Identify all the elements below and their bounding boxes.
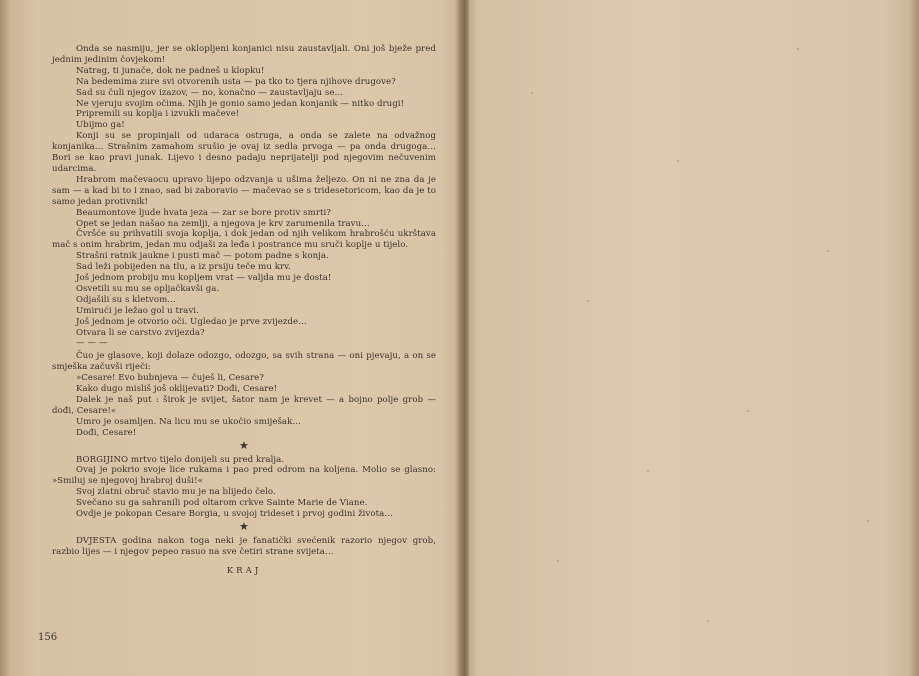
- paragraph: Dođi, Cesare!: [76, 427, 137, 438]
- paragraph: Sad su čuli njegov izazov, — no, konačno — zaustavljaju se…: [76, 87, 344, 98]
- paragraph: Otvara li se carstvo zvijezda?: [76, 327, 205, 338]
- paragraph: Pripremili su koplja i izvukli mačeve!: [76, 109, 240, 120]
- star-ornament: ★: [239, 438, 249, 452]
- star-ornament: ★: [239, 519, 249, 533]
- paragraph: Odjašili su s kletvom…: [76, 294, 176, 305]
- paragraph: Čvršće su prihvatili svoja koplja, i dok jedan od njih velikom hrabrošću ukrštava mač s onim hrabrim, jedan mu odjaši za leđa i postrance mu sruči koplje u tijelo.: [52, 229, 436, 251]
- paragraph: Sad leži pobijeden na tlu, a iz prsiju teče mu krv.: [76, 262, 291, 273]
- right-page-blank: [467, 0, 919, 676]
- paragraph: Čuo je glasove, koji dolaze odozgo, odozgo, sa svih strana — oni pjevaju, a on se smješka začuvši riječi:: [52, 351, 436, 373]
- section-separator: — — —: [76, 338, 108, 349]
- paragraph: Ovaj je pokrio svoje lice rukama i pao pred odrom na koljena. Molio se glasno: »Smiluj se njegovoj hrabroj duši!«: [52, 465, 436, 487]
- paragraph: Ovdje je pokopan Cesare Borgia, u svojoj trideset i prvoj godini života…: [76, 509, 393, 520]
- paragraph: Ne vjeruju svojim očima. Njih je gonio samo jedan konjanik — nitko drugi!: [76, 98, 405, 109]
- paragraph: Svoj zlatni obruč stavio mu je na blijedo čelo.: [76, 487, 276, 498]
- paragraph: Umirući je ležao gol u travi.: [76, 305, 199, 316]
- paragraph: Beaumontove ljude hvata jeza — zar se bore protiv smrti?: [76, 207, 331, 218]
- paragraph: Svečano su ga sahranili pod oltarom crkve Sainte Marie de Viane.: [76, 498, 368, 509]
- paragraph: Na bedemima zure svi otvorenih usta — pa tko to tjera njihove drugove?: [76, 76, 396, 87]
- paragraph: Osvetili su mu se opljačkavši ga.: [76, 283, 220, 294]
- paragraph: BORGIJINO mrtvo tijelo donijeli su pred kralja.: [76, 454, 285, 465]
- paragraph: DVJESTA godina nakon toga neki je fanatički svećenik razorio njegov grob, razbio lijes — i njegov pepeo rasuo na sve četiri strane svijeta…: [52, 535, 436, 557]
- paragraph: Hrabrom mačevaocu upravo lijepo odzvanja u ušima željezo. On ni ne zna da je sam — a kad bi to i znao, sad bi zaboravio — mačevao se s tridesetoricom, kao da je to samo jedan protivnik!: [52, 174, 436, 207]
- paragraph: Strašni ratnik jaukne i pusti mač — potom padne s konja.: [76, 251, 329, 262]
- paragraph: Još jednom probiju mu kopljem vrat — valjda mu je dosta!: [76, 273, 332, 284]
- paragraph: Dalek je naš put : širok je svijet, šator nam je krevet — a bojno polje grob — dođi, Cesare!«: [52, 395, 436, 416]
- paragraph: Natrag, ti junače, dok ne padneš u klopku!: [76, 65, 265, 76]
- page-text: [52, 44, 436, 577]
- paragraph: Konji su se propinjali od udaraca ostruga, a onda se zalete na odvažnog konjanika… Strašnim zamahom srušio je ovaj iz sedla prvoga — pa onda drugoga… Bori se kao pravi junak. Lijevo i desno padaju neprijatelji pod njegovim nečuvenim udarcima.: [52, 131, 436, 174]
- end-label: KRAJ: [226, 565, 262, 576]
- page-edge-shadow: [0, 0, 10, 676]
- paragraph: Ubijmo ga!: [76, 120, 125, 131]
- paragraph: Kako dugo misliš još oklijevati? Dođi, Cesare!: [76, 384, 278, 395]
- paragraph: Opet se jedan našao na zemlji, a njegova je krv zarumenila travu…: [76, 218, 370, 229]
- paragraph: »Cesare! Evo bubnjeva — čuješ li, Cesare?: [76, 373, 264, 384]
- page-edge-shadow: [909, 0, 919, 676]
- paragraph: Umro je osamljen. Na licu mu se ukočio smiješak…: [76, 416, 302, 427]
- paragraph: Još jednom je otvorio oči. Ugledao je prve zvijezde…: [76, 316, 307, 327]
- page-number: 156: [38, 632, 58, 643]
- paragraph: Onda se nasmiju, jer se oklopljeni konjanici nisu zaustavljali. Oni još bježe pred jednim jedinim čovjekom!: [52, 44, 436, 65]
